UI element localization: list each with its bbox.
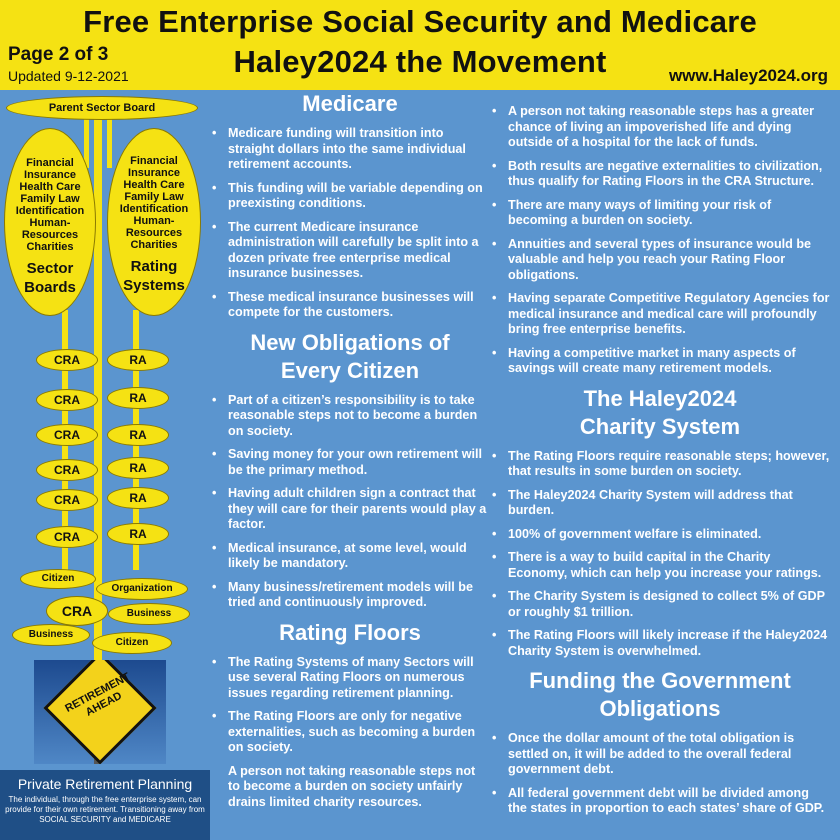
cluster-business-1: Business: [12, 624, 90, 646]
medicare-heading: Medicare: [302, 91, 398, 116]
website-link[interactable]: www.Haley2024.org: [668, 66, 828, 85]
sector-boards-list: Financial Insurance Health Care Family Law Identification Human- Resources Charities: [15, 157, 85, 253]
cluster-business-2: Business: [108, 603, 190, 625]
obligations-heading-1: New Obligations of: [250, 329, 450, 355]
cra-pill: CRA: [36, 424, 98, 446]
list-item: • Part of a citizen’s responsibility is to take reasonable steps not to become a burden on society.: [210, 393, 490, 440]
cluster-organization: Organization: [96, 578, 188, 600]
rating-systems-list: Financial Insurance Health Care Family Law Identification Human- Resources Charities: [119, 155, 189, 251]
funding-list: [490, 731, 830, 817]
list-item: • This funding will be variable depending on preexisting conditions.: [210, 181, 490, 212]
charity-heading-2: Charity System: [579, 413, 741, 439]
charity-list: [490, 449, 830, 660]
obligations-list: [210, 393, 490, 611]
list-item: • The Haley2024 Charity System will address that burden.: [490, 488, 830, 519]
list-item: • Having adult children sign a contract that they will care for their parents would play a factor.: [210, 486, 490, 533]
right-top-list: [490, 104, 830, 377]
sign-text: RETIREMENT AHEAD: [63, 670, 133, 719]
charity-heading-1: The Haley2024: [583, 385, 737, 411]
title-line-1: Free Enterprise Social Security and Medicare: [83, 4, 757, 39]
funding-heading-1: Funding the Government: [529, 668, 791, 693]
retirement-ahead-image: [34, 660, 166, 764]
ra-pill: RA: [107, 349, 169, 371]
list-item: • Many business/retirement models will be tried and continuously improved.: [210, 580, 490, 611]
list-item: • The current Medicare insurance administration will carefully be split into a dozen private free enterprise medical insurance businesses.: [210, 220, 490, 282]
list-item: • Medicare funding will transition into straight dollars into the same individual retirement accounts.: [210, 126, 490, 173]
list-item: • Having separate Competitive Regulatory Agencies for medical insurance and medical care will profoundly bring free enterprise benefits.: [490, 291, 830, 338]
list-item: • All federal government debt will be divided among the states in proportion to each states’ share of GDP.: [490, 786, 830, 817]
cra-pill: CRA: [36, 349, 98, 371]
list-item: • The Rating Floors require reasonable steps; however, that results in some burden on society.: [490, 449, 830, 480]
right-column: [490, 104, 830, 825]
list-item: • Having a competitive market in many aspects of savings will create many retirement models.: [490, 346, 830, 377]
list-item: • Both results are negative externalities to civilization, thus qualify for Rating Floors in the CRA Structure.: [490, 159, 830, 190]
cra-pill: CRA: [36, 459, 98, 481]
cluster-cra-center: CRA: [46, 596, 108, 626]
list-item: • These medical insurance businesses will compete for the customers.: [210, 290, 490, 321]
list-item: • The Rating Systems of many Sectors will use several Rating Floors on numerous issues regarding retirement planning.: [210, 655, 490, 702]
funding-heading-2: Obligations: [599, 696, 721, 721]
cra-pill: CRA: [36, 489, 98, 511]
list-item: • Saving money for your own retirement will be the primary method.: [210, 447, 490, 478]
ra-pill: RA: [107, 387, 169, 409]
rating-systems-title: Rating Systems: [123, 258, 185, 294]
list-item: • The Rating Floors will likely increase if the Haley2024 Charity System is overwhelmed.: [490, 628, 830, 659]
rating-systems-ellipse: [107, 128, 201, 316]
page-label: Page 2 of 3: [8, 44, 109, 65]
cluster-citizen-2: Citizen: [92, 632, 172, 654]
header-banner: [0, 0, 840, 90]
medicare-list: [210, 126, 490, 321]
ra-pill: RA: [107, 457, 169, 479]
private-retirement-desc: The individual, through the free enterprise system, can provide for their own retirement. Transitioning away from SOCIAL SECURITY and MEDICARE: [5, 795, 205, 824]
list-item: • Once the dollar amount of the total obligation is settled on, it will be added to the overall federal government debt.: [490, 731, 830, 778]
updated-date: Updated 9-12-2021: [8, 68, 129, 84]
private-retirement-title: Private Retirement Planning: [17, 776, 193, 792]
sector-boards-title: Sector Boards: [24, 260, 76, 296]
ra-pill: RA: [107, 487, 169, 509]
list-item: • The Charity System is designed to collect 5% of GDP or roughly $1 trillion.: [490, 589, 830, 620]
sector-boards-ellipse: [4, 128, 96, 316]
obligations-heading-2: Every Citizen: [280, 357, 420, 383]
rating-floors-paragraph: A person not taking reasonable steps not to become a burden on society unfairly drains limited charity resources.: [228, 763, 476, 809]
list-item: • Medical insurance, at some level, would likely be mandatory.: [210, 541, 490, 572]
list-item: • Annuities and several types of insurance would be valuable and help you reach your Rating Floor obligations.: [490, 237, 830, 284]
title-line-2: Haley2024 the Movement: [233, 44, 607, 79]
list-item: • There is a way to build capital in the Charity Economy, which can help you increase your ratings.: [490, 550, 830, 581]
list-item: • There are many ways of limiting your risk of becoming a burden on society.: [490, 198, 830, 229]
ra-pill: RA: [107, 523, 169, 545]
private-retirement-box: [0, 770, 210, 840]
rating-floors-list: [210, 655, 490, 756]
cluster-citizen-1: Citizen: [20, 569, 96, 589]
parent-sector-board: Parent Sector Board: [6, 96, 198, 120]
ra-pill: RA: [107, 424, 169, 446]
cra-pill: CRA: [36, 389, 98, 411]
list-item: • The Rating Floors are only for negative externalities, such as becoming a burden on society.: [210, 709, 490, 756]
list-item: • A person not taking reasonable steps has a greater chance of living an impoverished life and dying outside of a hospital for the lack of funds.: [490, 104, 830, 151]
cra-pill: CRA: [36, 526, 98, 548]
list-item: • 100% of government welfare is eliminated.: [490, 527, 830, 543]
middle-column: [210, 90, 490, 810]
rating-floors-heading: Rating Floors: [279, 619, 421, 645]
